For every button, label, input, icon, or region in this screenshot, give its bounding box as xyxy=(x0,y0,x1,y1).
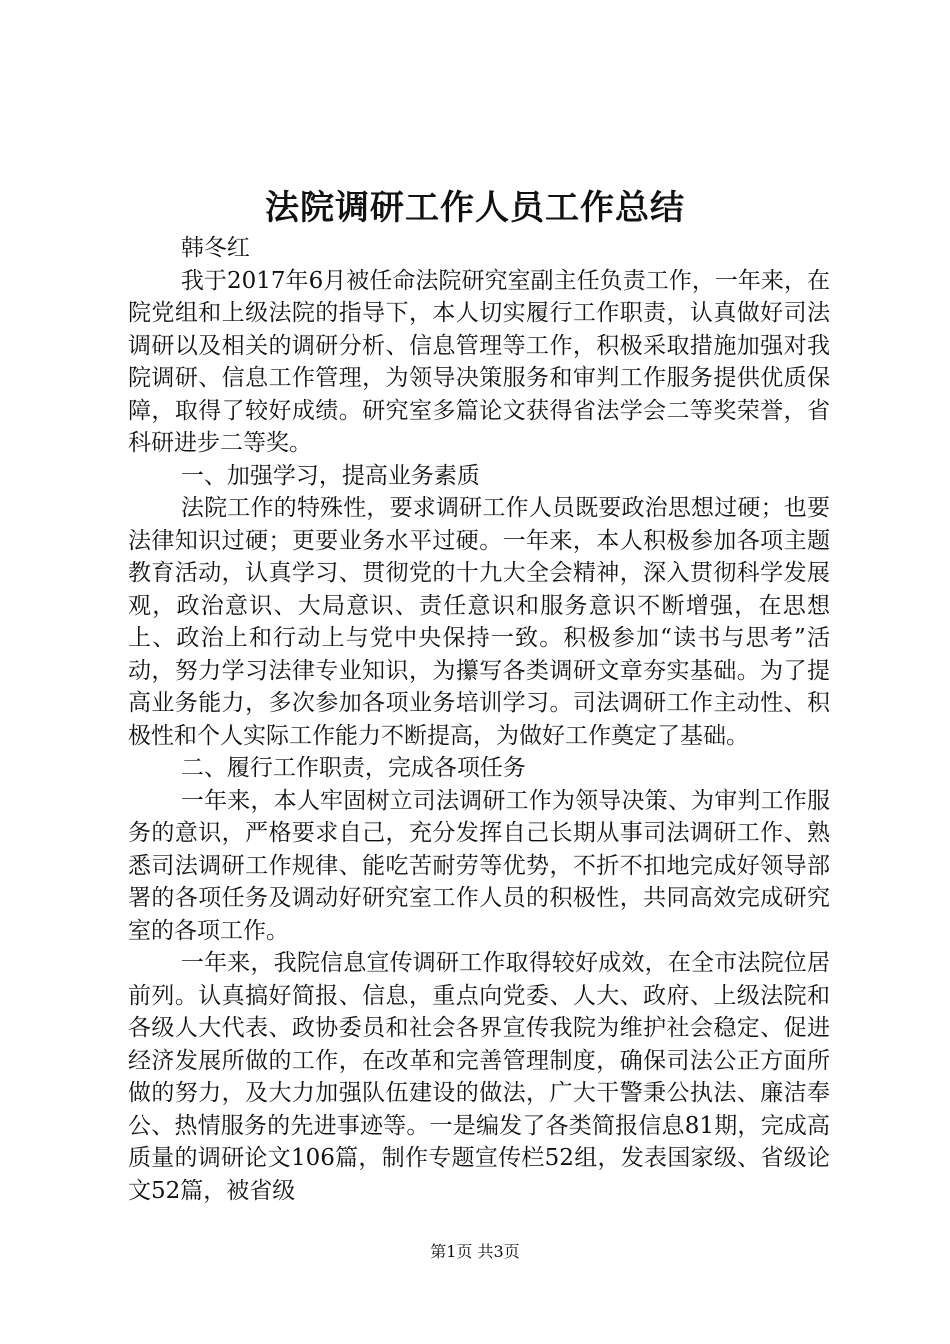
paragraph-intro: 我于2017年6月被任命法院研究室副主任负责工作，一年来，在院党组和上级法院的指导下，本人切实履行工作职责，认真做好司法调研以及相关的调研分析、信息管理等工作，积极采取措施加强对我院调研、信息工作管理，为领导决策服务和审判工作服务提供优质保障，取得了较好成绩。研究室多篇论文获得省法学会二等奖荣誉，省科研进步二等奖。 xyxy=(128,267,830,456)
document-title: 法院调研工作人员工作总结 xyxy=(265,188,685,228)
document-body xyxy=(128,232,830,1207)
paragraph-results: 一年来，我院信息宣传调研工作取得较好成效，在全市法院位居前列。认真搞好简报、信息，重点向党委、人大、政府、上级法院和各级人大代表、政协委员和社会各界宣传我院为维护社会稳定、促进经济发展所做的工作，在改革和完善管理制度，确保司法公正方面所做的努力，及大力加强队伍建设的做法，广大干警秉公执法、廉洁奉公、热情服务的先进事迹等。一是编发了各类简报信息81期，完成高质量的调研论文106篇，制作专题宣传栏52组，发表国家级、省级论文52篇，被省级 xyxy=(128,950,830,1204)
section-heading-2: 二、履行工作职责，完成各项任务 xyxy=(180,755,526,781)
author-line: 韩冬红 xyxy=(180,235,250,261)
paragraph-duties: 一年来，本人牢固树立司法调研工作为领导决策、为审判工作服务的意识，严格要求自己，充分发挥自己长期从事司法调研工作、熟悉司法调研工作规律、能吃苦耐劳等优势，不折不扣地完成好领导部署的各项任务及调动好研究室工作人员的积极性，共同高效完成研究室的各项工作。 xyxy=(128,787,830,944)
section-heading-1: 一、加强学习，提高业务素质 xyxy=(180,462,480,489)
paragraph-study: 法院工作的特殊性，要求调研工作人员既要政治思想过硬；也要法律知识过硬；更要业务水平过硬。一年来，本人积极参加各项主题教育活动，认真学习、贯彻党的十九大全会精神，深入贯彻科学发展观，政治意识、大局意识、责任意识和服务意识不断增强，在思想上、政治上和行动上与党中央保持一致。积极参加“读书与思考”活动，努力学习法律专业知识，为攥写各类调研文章夯实基础。为了提高业务能力，多次参加各项业务培训学习。司法调研工作主动性、积极性和个人实际工作能力不断提高，为做好工作奠定了基础。 xyxy=(128,495,830,749)
page-number-footer: 第1页 共3页 xyxy=(430,1242,520,1261)
